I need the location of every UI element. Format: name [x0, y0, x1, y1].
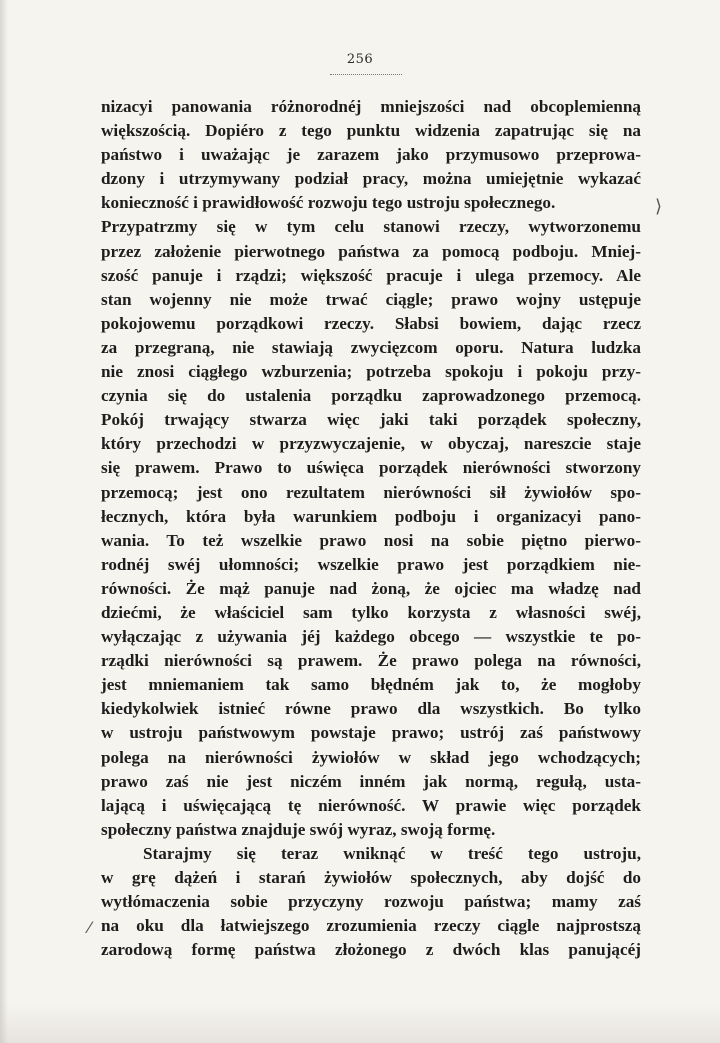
text-line: w grę dążeń i starań żywiołów społecznych, aby dojść do: [101, 868, 641, 887]
text-line: się prawem. Prawo to uświęca porządek nierówności stworzony: [101, 458, 641, 478]
text-line: państwo i uważając je zarazem jako przymusowo przeprowa-: [101, 145, 641, 165]
page-bottom-shade: [0, 1003, 720, 1043]
text-line: prawo zaś nie jest niczém inném jak normą, regułą, usta-: [101, 771, 641, 791]
margin-mark: ⁄: [88, 918, 91, 937]
text-line: szość panuje i rządzi; większość pracuje i ulega przemocy. Ale: [101, 265, 641, 285]
text-line: stan wojenny nie może trwać ciągle; prawo wojny ustępuje: [101, 289, 641, 309]
text-line: Pokój trwający stwarza więc jaki taki porządek społeczny,: [101, 410, 641, 430]
text-line: polega na nierówności żywiołów w skład jego wchodzących;: [101, 747, 641, 767]
text-line: wytłómaczenia sobie przyczyny rozwoju państwa; mamy zaś: [101, 892, 641, 912]
page-number-rule: [330, 74, 402, 75]
text-line: wyłączając z używania jéj każdego obcego — wszystkie te po-: [101, 627, 641, 647]
text-line: rządki nierówności są prawem. Że prawo polega na równości,: [101, 651, 641, 671]
page-edge-shadow: [0, 0, 8, 1043]
text-line: pokojowemu porządkowi rzeczy. Słabsi bowiem, dając rzecz: [101, 313, 641, 333]
text-line: przez założenie pierwotnego państwa za pomocą podboju. Mniej-: [101, 241, 641, 261]
text-line: równości. Że mąż panuje nad żoną, że ojciec ma władzę nad: [101, 578, 641, 598]
page-number: 256: [346, 52, 374, 67]
text-line: Przypatrzmy się w tym celu stanowi rzeczy, wytworzonemu: [101, 217, 641, 237]
text-line: nie znosi ciągłego wzburzenia; potrzeba spokoju i pokoju przy-: [101, 362, 641, 382]
text-line: który przechodzi w przyzwyczajenie, w obyczaj, nareszcie staje: [101, 434, 641, 454]
body-text: [101, 95, 641, 962]
text-line: łecznych, która była warunkiem podboju i organizacyi pano-: [101, 506, 641, 526]
text-line: Starajmy się teraz wniknąć w treść tego ustroju,: [143, 843, 641, 863]
text-line: za przegraną, nie stawiają zwycięzcom oporu. Natura ludzka: [101, 337, 641, 357]
text-line: wania. To też wszelkie prawo nosi na sobie piętno pierwo-: [101, 530, 641, 550]
text-line: jest mniemaniem tak samo błędném jak to, że mogłoby: [101, 675, 641, 695]
text-line: społeczny państwa znajduje swój wyraz, swoją formę.: [101, 819, 496, 839]
text-line: dzony i utrzymywany podział pracy, można umiejętnie wykazać: [101, 169, 641, 189]
text-line: rodnéj swéj ułomności; wszelkie prawo jest porządkiem nie-: [101, 554, 641, 574]
text-line: na oku dla łatwiejszego zrozumienia rzeczy ciągle najprostszą: [101, 916, 641, 936]
text-line: dziećmi, że właściciel sam tylko korzysta z własności swéj,: [101, 602, 641, 622]
text-line: przemocą; jest ono rezultatem nierówności sił żywiołów spo-: [101, 482, 641, 502]
margin-mark: ⟩: [655, 196, 663, 217]
text-line: nizacyi panowania różnorodnéj mniejszości nad obcoplemienną: [101, 97, 641, 116]
text-line: kiedykolwiek istnieć równe prawo dla wszystkich. Bo tylko: [101, 699, 641, 719]
text-line: większością. Dopiéro z tego punktu widzenia zapatrując się na: [101, 121, 641, 141]
text-line: lającą i uświęcającą tę nierówność. W prawie więc porządek: [101, 795, 641, 815]
text-line: konieczność i prawidłowość rozwoju tego ustroju społecznego.: [101, 193, 556, 213]
text-line: zarodową formę państwa złożonego z dwóch klas panującéj: [101, 940, 641, 960]
text-line: czynia się do ustalenia porządku zaprowadzonego przemocą.: [101, 386, 641, 406]
text-line: w ustroju państwowym powstaje prawo; ustrój zaś państwowy: [101, 723, 641, 743]
